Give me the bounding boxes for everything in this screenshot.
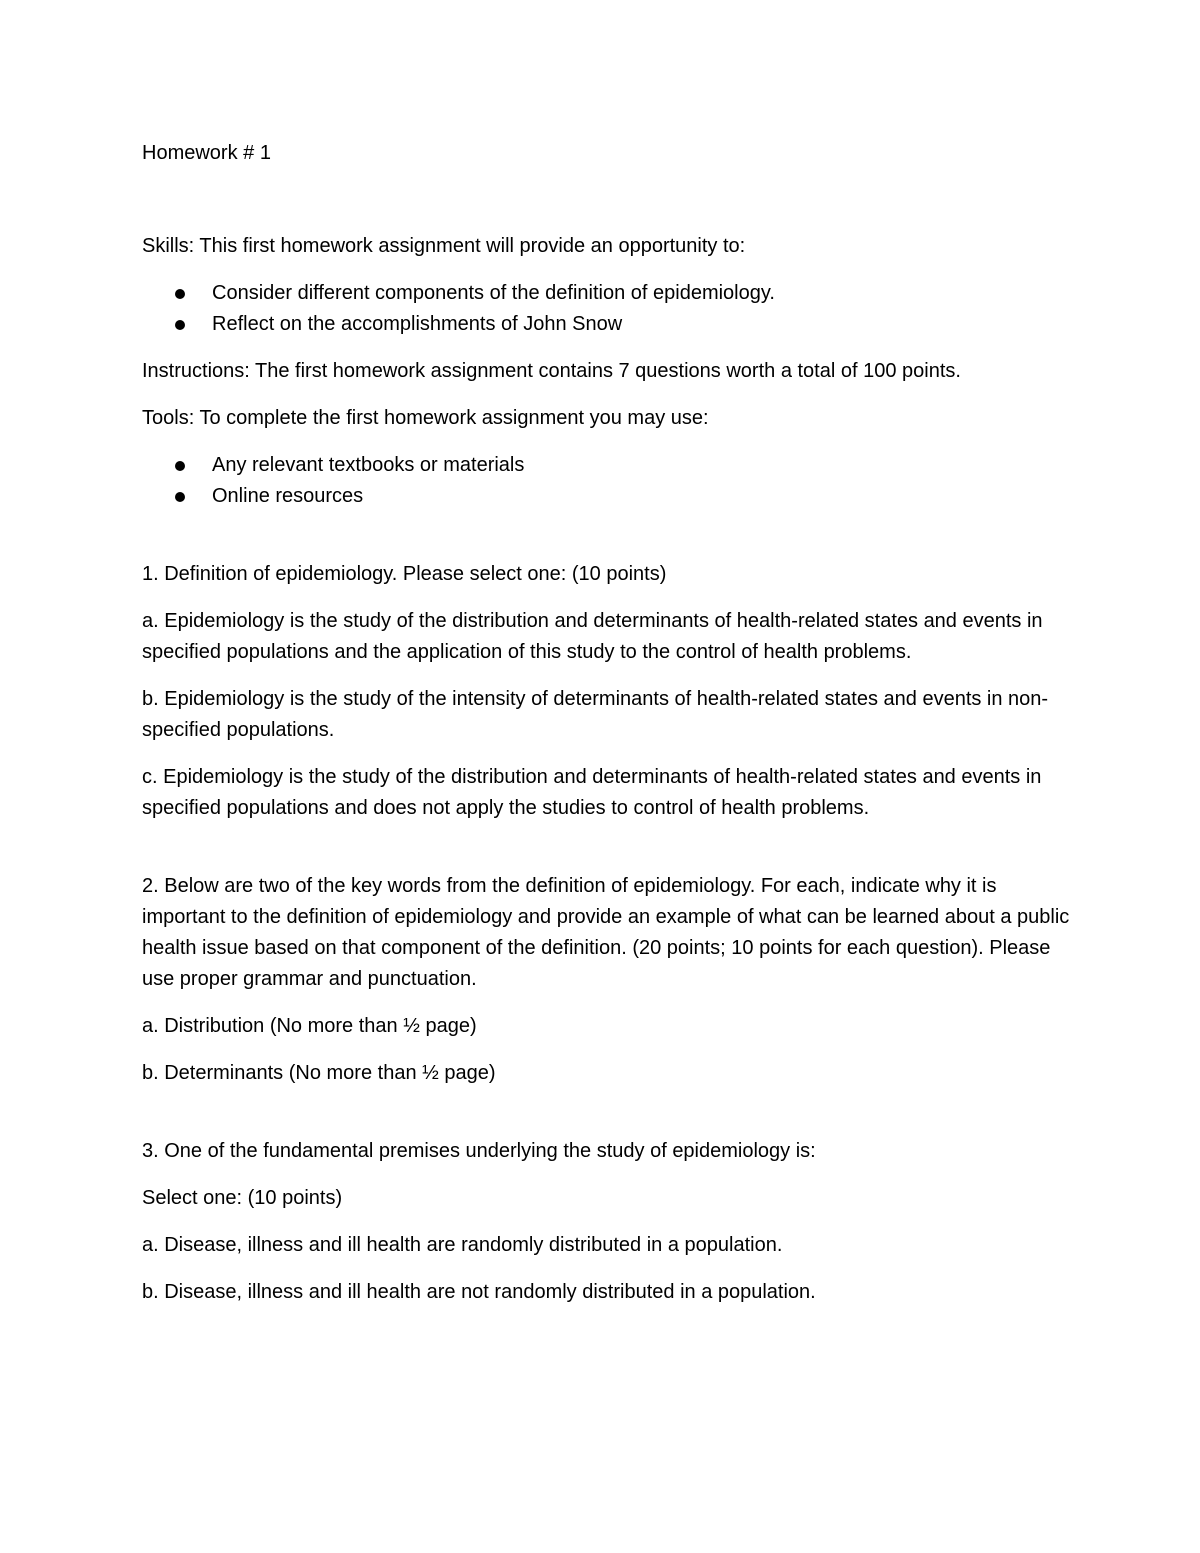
question-3-option-a: a. Disease, illness and ill health are randomly distributed in a population. bbox=[142, 1234, 783, 1256]
list-item bbox=[142, 309, 1072, 340]
skills-list bbox=[142, 278, 1072, 340]
question-3-select: Select one: (10 points) bbox=[142, 1187, 343, 1209]
skills-intro: Skills: This first homework assignment will provide an opportunity to: bbox=[142, 235, 746, 257]
document-title: Homework # 1 bbox=[142, 142, 271, 164]
list-item-text: Reflect on the accomplishments of John Snow bbox=[212, 313, 623, 335]
question-2-part-b: b. Determinants (No more than ½ page) bbox=[142, 1062, 496, 1084]
list-item-text: Online resources bbox=[212, 485, 364, 507]
list-item-text: Consider different components of the definition of epidemiology. bbox=[212, 282, 775, 304]
document-body bbox=[142, 138, 1072, 1324]
question-3-option-b: b. Disease, illness and ill health are not randomly distributed in a population. bbox=[142, 1281, 816, 1303]
tools-intro: Tools: To complete the first homework assignment you may use: bbox=[142, 407, 709, 429]
question-1-prompt: 1. Definition of epidemiology. Please select one: (10 points) bbox=[142, 563, 667, 585]
list-item bbox=[142, 481, 1072, 512]
bullet-icon bbox=[175, 461, 185, 471]
question-2-prompt: 2. Below are two of the key words from the definition of epidemiology. For each, indicate why it is important to the definition of epidemiology and provide an example of what can be learned about a public health issue based on that component of the definition. (20 points; 10 points for each question). Please use proper grammar and punctuation. bbox=[142, 875, 1070, 990]
question-1-option-b: b. Epidemiology is the study of the intensity of determinants of health-related states and events in non-specified populations. bbox=[142, 688, 1049, 741]
list-item bbox=[142, 278, 1072, 309]
question-1-option-c: c. Epidemiology is the study of the distribution and determinants of health-related states and events in specified populations and does not apply the studies to control of health problems. bbox=[142, 766, 1042, 819]
bullet-icon bbox=[175, 289, 185, 299]
question-1-option-a: a. Epidemiology is the study of the distribution and determinants of health-related states and events in specified populations and the application of this study to the control of health problems. bbox=[142, 610, 1043, 663]
question-3-prompt: 3. One of the fundamental premises underlying the study of epidemiology is: bbox=[142, 1140, 816, 1162]
question-2-part-a: a. Distribution (No more than ½ page) bbox=[142, 1015, 477, 1037]
list-item-text: Any relevant textbooks or materials bbox=[212, 454, 525, 476]
bullet-icon bbox=[175, 492, 185, 502]
list-item bbox=[142, 450, 1072, 481]
bullet-icon bbox=[175, 320, 185, 330]
instructions-text: Instructions: The first homework assignment contains 7 questions worth a total of 100 points. bbox=[142, 360, 961, 382]
tools-list bbox=[142, 450, 1072, 512]
